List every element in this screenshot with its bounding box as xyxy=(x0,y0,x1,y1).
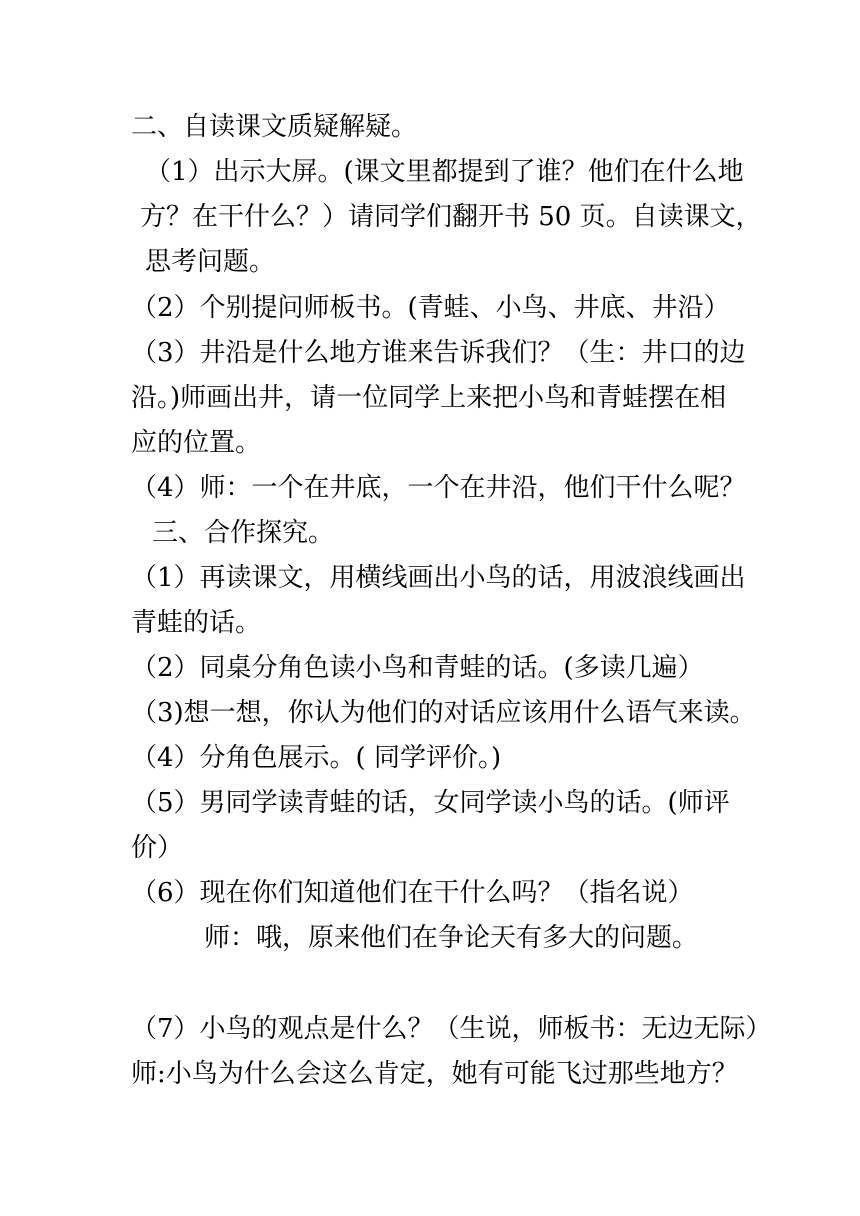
paragraph-line: 师:小鸟为什么会这么肯定，她有可能飞过那些地方？ xyxy=(131,1059,738,1089)
paragraph-line: （1）再读课文，用横线画出小鸟的话，用波浪线画出 xyxy=(131,563,746,593)
paragraph-line: 青蛙的话。 xyxy=(131,608,262,638)
section-heading-3: 三、合作探究。 xyxy=(152,518,335,548)
paragraph-line: （4）分角色展示。( 同学评价。) xyxy=(131,743,502,773)
paragraph-line: 师：哦，原来他们在争论天有多大的问题。 xyxy=(204,923,699,953)
paragraph-line: （1）出示大屏。(课文里都提到了谁？他们在什么地 xyxy=(145,157,744,187)
paragraph-line: 应的位置。 xyxy=(131,428,262,458)
paragraph-line: （5）男同学读青蛙的话，女同学读小鸟的话。(师评 xyxy=(131,788,730,818)
paragraph-line: （3)想一想，你认为他们的对话应该用什么语气来读。 xyxy=(131,698,756,728)
paragraph-line: （7）小鸟的观点是什么？（生说，师板书：无边无际） xyxy=(131,1014,772,1044)
paragraph-line: （3）井沿是什么地方谁来告诉我们？（生：井口的边 xyxy=(131,338,746,368)
paragraph-line: （2）个别提问师板书。(青蛙、小鸟、井底、井沿） xyxy=(131,293,730,323)
section-heading-2: 二、自读课文质疑解疑。 xyxy=(131,112,418,142)
paragraph-line: （4）师：一个在井底，一个在井沿，他们干什么呢？ xyxy=(131,473,746,503)
paragraph-line: 价） xyxy=(131,833,184,863)
paragraph-line: 沿。)师画出井，请一位同学上来把小鸟和青蛙摆在相 xyxy=(131,383,727,413)
paragraph-line: 思考问题。 xyxy=(145,247,276,277)
paragraph-line: （2）同桌分角色读小鸟和青蛙的话。(多读几遍） xyxy=(131,653,704,683)
paragraph-line: 方？在干什么？）请同学们翻开书 50 页。自读课文， xyxy=(140,202,762,232)
paragraph-line: （6）现在你们知道他们在干什么吗？（指名说） xyxy=(131,878,694,908)
